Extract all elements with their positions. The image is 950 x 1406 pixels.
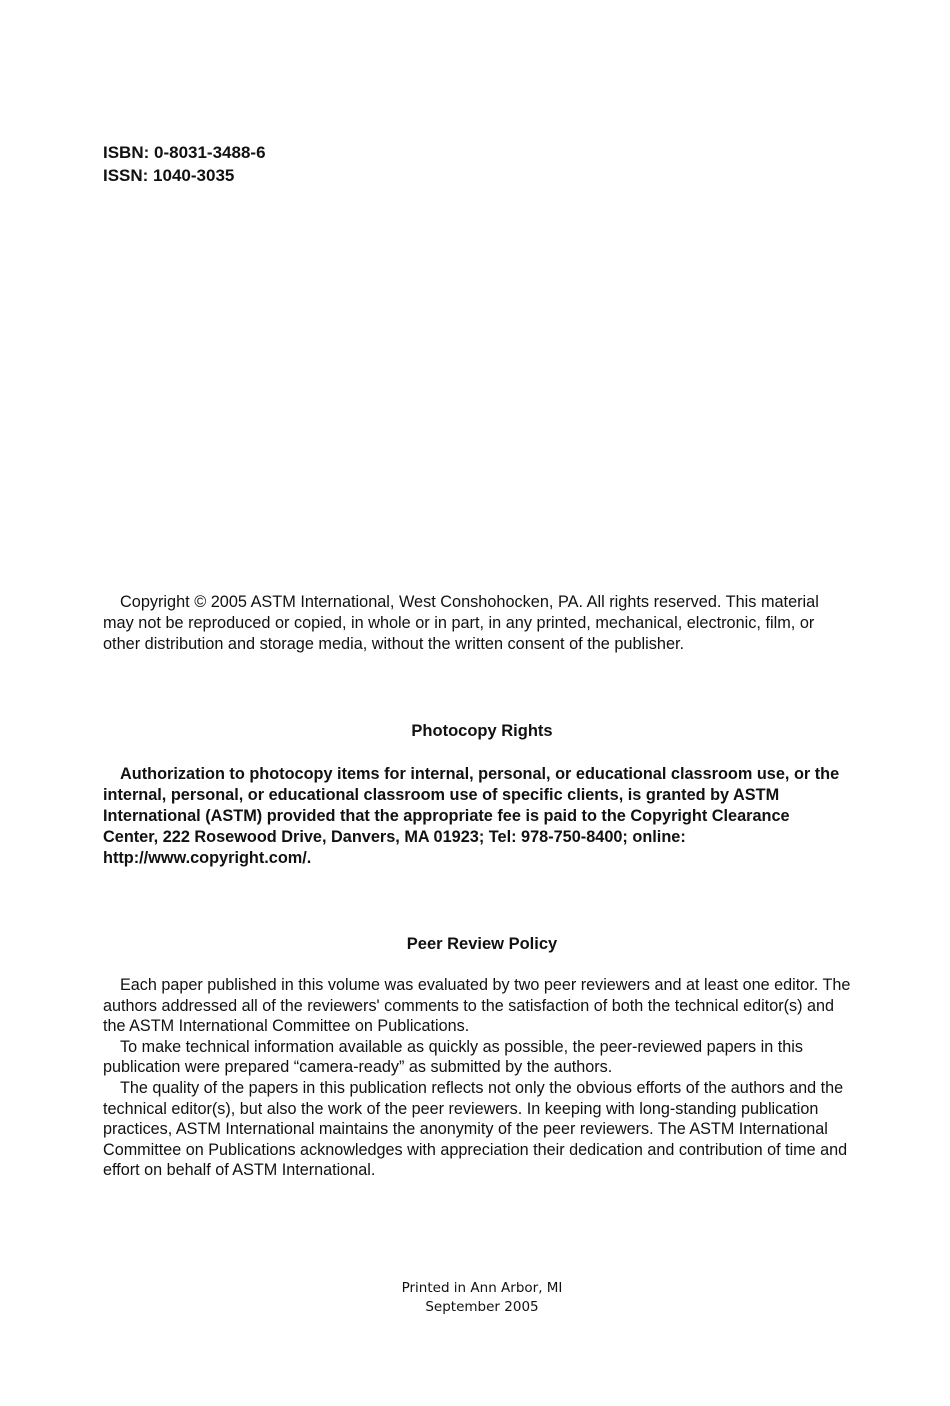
copyright-notice [103, 592, 853, 655]
issn-line: ISSN: 1040-3035 [103, 166, 235, 185]
imprint [0, 1279, 950, 1317]
publication-identifiers [103, 141, 266, 187]
peer-review-paragraph: To make technical information available as quickly as possible, the peer-reviewed papers in this publication were prepared “camera-ready” as submitted by the authors. [103, 1037, 803, 1077]
photocopy-rights-heading: Photocopy Rights [411, 722, 553, 740]
isbn-line: ISBN: 0-8031-3488-6 [103, 143, 266, 162]
imprint-location: Printed in Ann Arbor, MI [401, 1280, 563, 1296]
peer-review-paragraph: Each paper published in this volume was evaluated by two peer reviewers and at least one editor. The authors addressed all of the reviewers' comments to the satisfaction of both the technical editor(s) and the ASTM International Committee on Publications. [103, 976, 851, 1036]
peer-review-paragraph: The quality of the papers in this publication reflects not only the obvious efforts of the authors and the technical editor(s), but also the work of the peer reviewers. In keeping with long-standing publication practices, ASTM International maintains the anonymity of the peer reviewers. The ASTM International Committee on Publications acknowledges with appreciation their dedication and contribution of time and effort on behalf of ASTM International. [103, 1078, 848, 1180]
photocopy-rights-body [103, 764, 843, 869]
imprint-date: September 2005 [425, 1299, 539, 1315]
copyright-text: Copyright © 2005 ASTM International, West Conshohocken, PA. All rights reserved. This material may not be reproduced or copied, in whole or in part, in any printed, mechanical, electronic, film, or other distribution and storage media, without the written consent of the publisher. [103, 593, 819, 653]
photocopy-rights-text: Authorization to photocopy items for internal, personal, or educational classroom use, or the internal, personal, or educational classroom use of specific clients, is granted by ASTM International (ASTM) provided that the appropriate fee is paid to the Copyright Clearance Center, 222 Rosewood Drive, Danvers, MA 01923; Tel: 978-750-8400; online: http://www.copyright.com/. [103, 765, 840, 867]
peer-review-body [103, 975, 853, 1181]
peer-review-heading: Peer Review Policy [406, 935, 558, 953]
